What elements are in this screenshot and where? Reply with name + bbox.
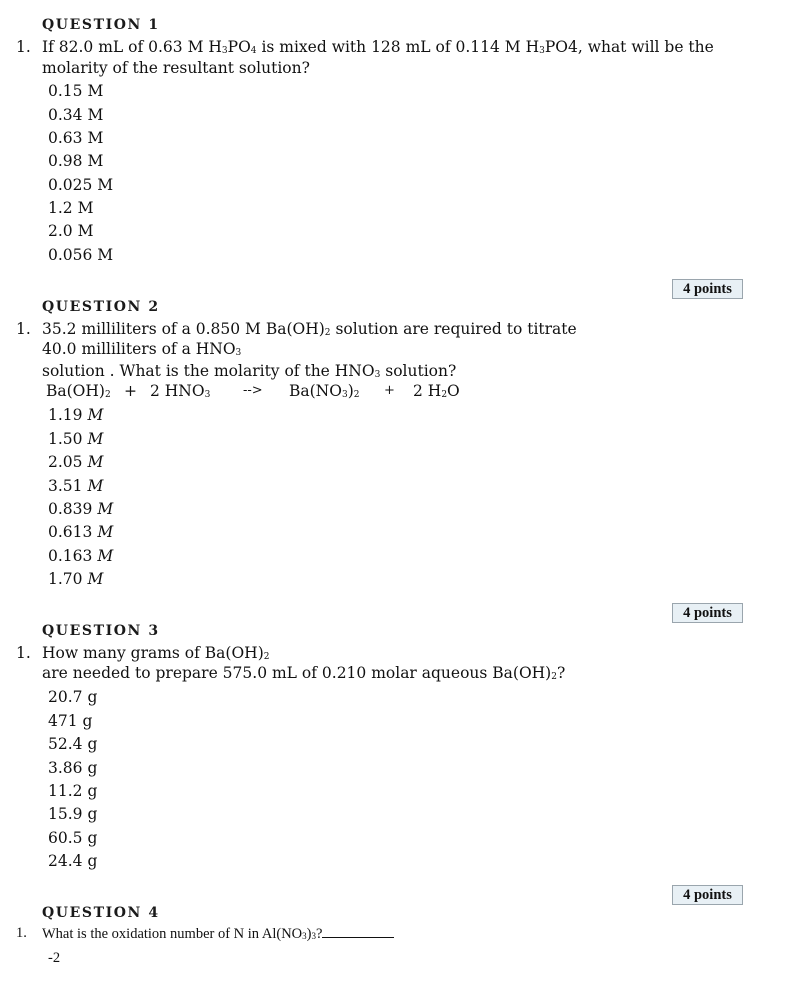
question-1-points-badge: 4 points bbox=[672, 279, 743, 299]
question-3-option[interactable]: 20.7 g bbox=[48, 688, 98, 706]
question-3-option[interactable]: 15.9 g bbox=[48, 805, 98, 823]
question-2-option[interactable]: 2.05 M bbox=[48, 453, 104, 471]
question-3-option[interactable]: 11.2 g bbox=[48, 782, 98, 800]
question-1-number: 1. bbox=[16, 38, 31, 56]
question-2-option[interactable]: 3.51 M bbox=[48, 477, 104, 495]
equation-plus: + bbox=[384, 383, 395, 398]
question-2-stem-line-3: solution . What is the molarity of the $HNO_3$ solution? bbox=[42, 362, 457, 380]
question-3-option[interactable]: 52.4 g bbox=[48, 735, 98, 753]
question-2-points-badge: 4 points bbox=[672, 603, 743, 623]
question-3-option[interactable]: 24.4 g bbox=[48, 852, 98, 870]
question-1-stem-line-2: molarity of the resultant solution? bbox=[42, 59, 310, 77]
question-1-stem-line-1: If 82.0 mL of 0.63 M $H_3PO_4$ is mixed with 128 mL of 0.114 M $H_3PO4$, what will be the bbox=[42, 38, 714, 56]
question-2-number: 1. bbox=[16, 320, 31, 338]
question-1-option[interactable]: 2.0 M bbox=[48, 222, 94, 240]
question-1-option[interactable]: 0.98 M bbox=[48, 152, 104, 170]
answer-blank bbox=[322, 925, 394, 938]
equation-reactant-baoh2: $Ba(OH)_2$ bbox=[46, 382, 111, 400]
question-1-option[interactable]: 1.2 M bbox=[48, 199, 94, 217]
question-2-option[interactable]: 0.613 M bbox=[48, 523, 114, 541]
equation-arrow: --> bbox=[243, 383, 263, 398]
question-2-option[interactable]: 1.19 M bbox=[48, 406, 104, 424]
question-2-option[interactable]: 0.163 M bbox=[48, 547, 114, 565]
question-2-option[interactable]: 0.839 M bbox=[48, 500, 114, 518]
question-4-option[interactable]: -2 bbox=[48, 950, 61, 966]
question-1-header: QUESTION 1 bbox=[42, 17, 160, 33]
equation-product-bano32: $Ba(NO_3)_2$ bbox=[289, 382, 360, 400]
question-3-header: QUESTION 3 bbox=[42, 623, 160, 639]
question-2-option[interactable]: 1.70 M bbox=[48, 570, 104, 588]
equation-plus: + bbox=[124, 382, 137, 400]
question-3-option[interactable]: 60.5 g bbox=[48, 829, 98, 847]
question-3-number: 1. bbox=[16, 644, 31, 662]
question-1-option[interactable]: 0.15 M bbox=[48, 82, 104, 100]
question-4-header: QUESTION 4 bbox=[42, 905, 160, 921]
question-2-stem-line-1: 35.2 milliliters of a 0.850 M $Ba(OH)_2$ solution are required to titrate bbox=[42, 320, 577, 338]
question-1-option[interactable]: 0.34 M bbox=[48, 106, 104, 124]
question-4-stem: What is the oxidation number of N in $Al(NO_3)_3$? bbox=[42, 925, 394, 943]
question-2-header: QUESTION 2 bbox=[42, 299, 160, 315]
question-1-option[interactable]: 0.056 M bbox=[48, 246, 114, 264]
question-2-stem-line-2: 40.0 milliliters of a $HNO_3$ bbox=[42, 340, 242, 358]
question-1-option[interactable]: 0.63 M bbox=[48, 129, 104, 147]
equation-product-water: 2 $H_2O$ bbox=[413, 382, 460, 400]
question-3-stem-line-1: How many grams of $Ba(OH)_2$ bbox=[42, 644, 270, 662]
question-2-option[interactable]: 1.50 M bbox=[48, 430, 104, 448]
question-4-number: 1. bbox=[16, 925, 27, 941]
equation-reactant-hno3: 2 $HNO_3$ bbox=[150, 382, 211, 400]
question-3-points-badge: 4 points bbox=[672, 885, 743, 905]
question-3-option[interactable]: 3.86 g bbox=[48, 759, 98, 777]
question-3-option[interactable]: 471 g bbox=[48, 712, 93, 730]
question-1-option[interactable]: 0.025 M bbox=[48, 176, 114, 194]
question-3-stem-line-2: are needed to prepare 575.0 mL of 0.210 molar aqueous $Ba(OH)_2$? bbox=[42, 664, 566, 682]
